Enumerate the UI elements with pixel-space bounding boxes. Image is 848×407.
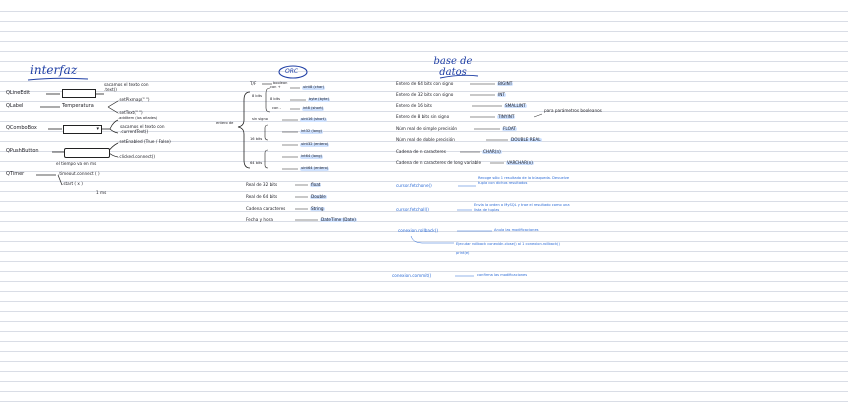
db-title: base de datos [433, 56, 473, 78]
db-method-name: cursor.fetchone() [396, 183, 432, 188]
db-tinyint-note: para parámetros booleanos [544, 108, 602, 113]
qpushbutton-method-clicked: .clicked.connect() [118, 154, 156, 159]
qtimer-method-timeout: .timeout.connect ( ) [58, 171, 100, 176]
db-type-sql: CHAR(n) [483, 149, 501, 154]
orc-tf-type: boolean [273, 81, 288, 85]
db-method-desc: Anula las modificaciones [494, 228, 539, 232]
orc-title: ORC [285, 68, 299, 75]
db-method-desc: confirma las modificaciones [477, 273, 528, 277]
qtimer-label: QTimer [6, 171, 25, 177]
qcombobox-label: QComboBox [6, 125, 37, 131]
orc-group-16bits: 16 bits [250, 137, 263, 141]
db-method-name: conexion.commit() [392, 273, 432, 278]
db-type-sql: FLOAT [503, 126, 516, 131]
orc-row-type: byte (byte) [309, 97, 330, 101]
qlabel-method-settext: .setText(" ") [118, 110, 143, 115]
db-type-desc: Núm real de doble precisión [396, 137, 455, 142]
db-method-desc: Recoge sólo 1 resultado de la búsqueda. Devuelve tupla con dichos resultados [478, 176, 570, 185]
orc-integer-label: entero de [216, 121, 234, 125]
orc-row-type: int8 (short) [303, 106, 324, 110]
db-type-sql: DOUBLE REAL [511, 137, 541, 142]
lineedit-sketch-box [62, 89, 96, 98]
orc-row-type: int64 (long) [301, 154, 322, 158]
orc-extra-label: Real de 64 bits [246, 194, 278, 199]
db-type-desc: Entero de 16 bits [396, 103, 432, 108]
orc-extra-type: String [311, 206, 324, 211]
qpushbutton-note: el tiempo va en ms [56, 161, 97, 166]
orc-extra-type: Double [311, 194, 326, 199]
qlineedit-label: QLineEdit [6, 90, 31, 96]
orc-row-type: int32 (long) [301, 129, 322, 133]
orc-group-64bits: 64 bits [250, 161, 263, 165]
qcombobox-method-currenttext: sacamos el texto con .currentText() [120, 124, 165, 135]
orc-extra-label: Cadena caracteres [246, 206, 286, 211]
chevron-down-icon: ▾ [96, 126, 99, 132]
qtimer-method-start: .start ( x ) [62, 181, 83, 186]
orc-row-label: con + [270, 85, 281, 89]
db-type-desc: Entero de 64 bits con signo [396, 81, 454, 86]
orc-extra-type: DateTime (Date) [321, 217, 356, 222]
qlineedit-note: sacamos el texto con .text() [104, 82, 149, 93]
orc-row-type: uint8 (char) [303, 85, 325, 89]
db-method-desc: Envía la orden a MySQL y trae el resultado como una lista de tuplas [474, 203, 570, 212]
qlabel-method-setpixmap: .setPixmap(" ") [118, 97, 150, 102]
db-type-sql: INT [498, 92, 505, 97]
orc-row-label: con - [272, 106, 281, 110]
orc-row-label: 8 bits [270, 97, 280, 101]
interfaz-title: interfaz [30, 63, 78, 77]
orc-extra-label: Real de 32 bits [246, 182, 278, 187]
db-type-sql: SMALLINT [505, 103, 526, 108]
orc-extra-type: float [311, 182, 321, 187]
orc-row-type: uint16 (short) [301, 117, 326, 121]
db-type-desc: Entero de 8 bits sin signo [396, 114, 450, 119]
orc-row-label: sin signo [252, 117, 268, 121]
orc-tf-label: T/F [250, 81, 257, 86]
db-type-desc: Cadena de n caracteres [396, 149, 446, 154]
orc-extra-label: Fecha y hora [246, 217, 273, 222]
db-type-desc: Cadena de n caracteres de long variable [396, 160, 482, 165]
qlabel-label: QLabel [6, 103, 24, 109]
qpushbutton-method-setenabled: .setEnabled (True / False) [118, 139, 171, 144]
db-type-desc: Núm real de simple precisión [396, 126, 458, 131]
orc-group-8bits: 8 bits [252, 94, 262, 98]
qcombobox-method-additem: .addItem (los añades) [118, 116, 158, 120]
pushbutton-sketch-box [64, 148, 110, 158]
db-type-sql: BIGINT [498, 81, 513, 86]
db-method-name: cursor.fetchall() [396, 207, 429, 212]
combobox-sketch-box [63, 125, 102, 134]
db-type-desc: Entero de 32 bits con signo [396, 92, 454, 97]
orc-row-type: uint64 (entero) [301, 166, 329, 170]
orc-row-type: uint32 (entero) [301, 142, 329, 146]
db-method-name: conexion.rollback() [398, 228, 438, 233]
qpushbutton-label: QPushButton [6, 148, 39, 154]
db-method-desc: Ejecutar rollback conexión.close() al 1 conexion.rollback() print(e) [456, 242, 560, 256]
db-type-sql: VARCHAR(n) [507, 160, 533, 165]
qlabel-value: Temperatura [62, 103, 94, 109]
qtimer-note: 1 ms [96, 190, 107, 195]
db-type-sql: TINYINT [498, 114, 515, 119]
